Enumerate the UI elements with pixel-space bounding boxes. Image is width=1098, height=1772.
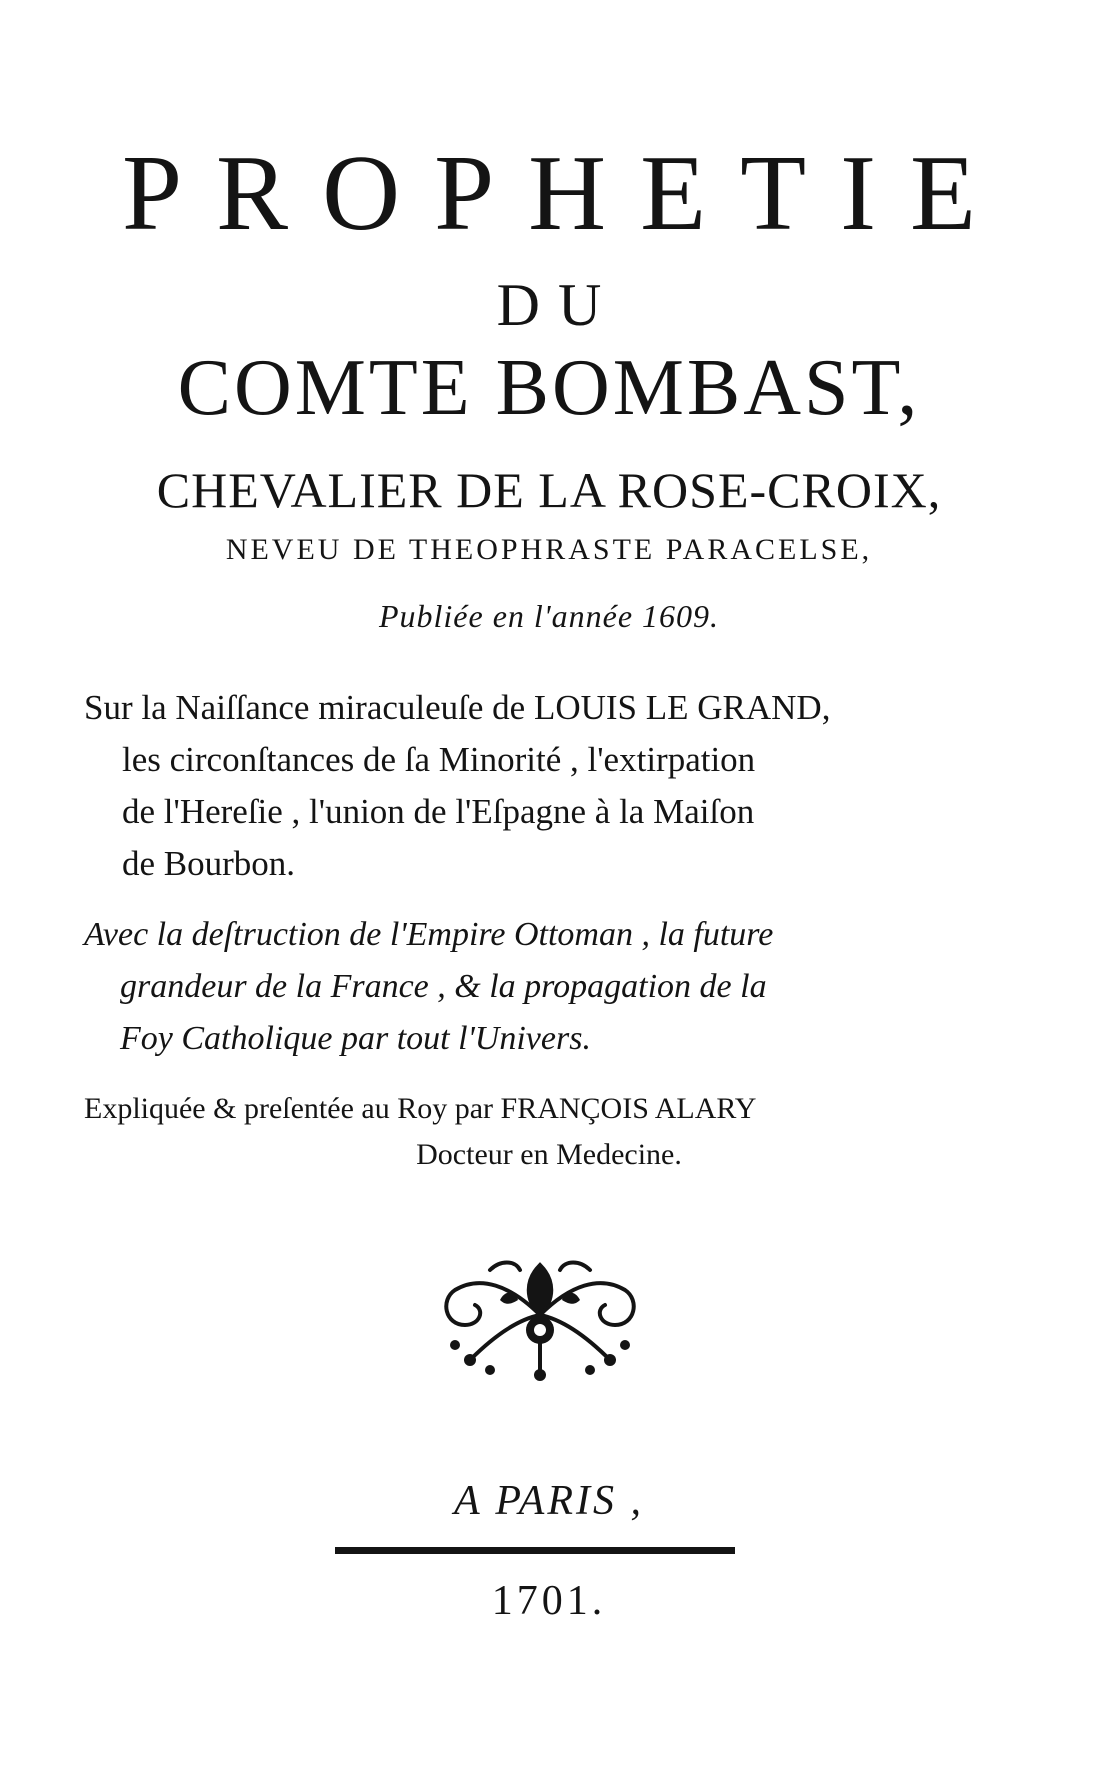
subject-line-4: de Bourbon.	[122, 844, 296, 883]
title-neveu: NEVEU DE THEOPHRASTE PARACELSE,	[225, 533, 873, 566]
explanation-line-1: Expliquée & preſentée au Roy par FRANÇOIS ALARY	[84, 1092, 757, 1125]
floral-ornament-icon	[430, 1245, 650, 1385]
imprint-place: A PARIS ,	[454, 1478, 644, 1524]
title-prophetie: PROPHETIE	[121, 134, 1011, 253]
avec-line-3: Foy Catholique par tout l'Univers.	[120, 1020, 591, 1057]
subject-line-3: de l'Hereſie , l'union de l'Eſpagne à la Maiſon	[122, 792, 755, 831]
explanation-line-2: Docteur en Medecine.	[416, 1138, 682, 1171]
subject-line-2: les circonſtances de ſa Minorité , l'extirpation	[122, 740, 756, 779]
title-chevalier: CHEVALIER DE LA ROSE-CROIX,	[156, 462, 942, 518]
title-comte-bombast: COMTE BOMBAST,	[177, 344, 921, 432]
imprint-year: 1701.	[491, 1578, 607, 1624]
avec-line-1: Avec la deſtruction de l'Empire Ottoman , la future	[84, 916, 774, 953]
publication-note: Publiée en l'année 1609.	[378, 598, 720, 634]
divider-rule	[335, 1547, 735, 1554]
avec-line-2: grandeur de la France , & la propagation de la	[120, 968, 767, 1005]
title-du: DU	[496, 272, 620, 338]
subject-line-1: Sur la Naiſſance miraculeuſe de LOUIS LE GRAND,	[84, 688, 831, 727]
